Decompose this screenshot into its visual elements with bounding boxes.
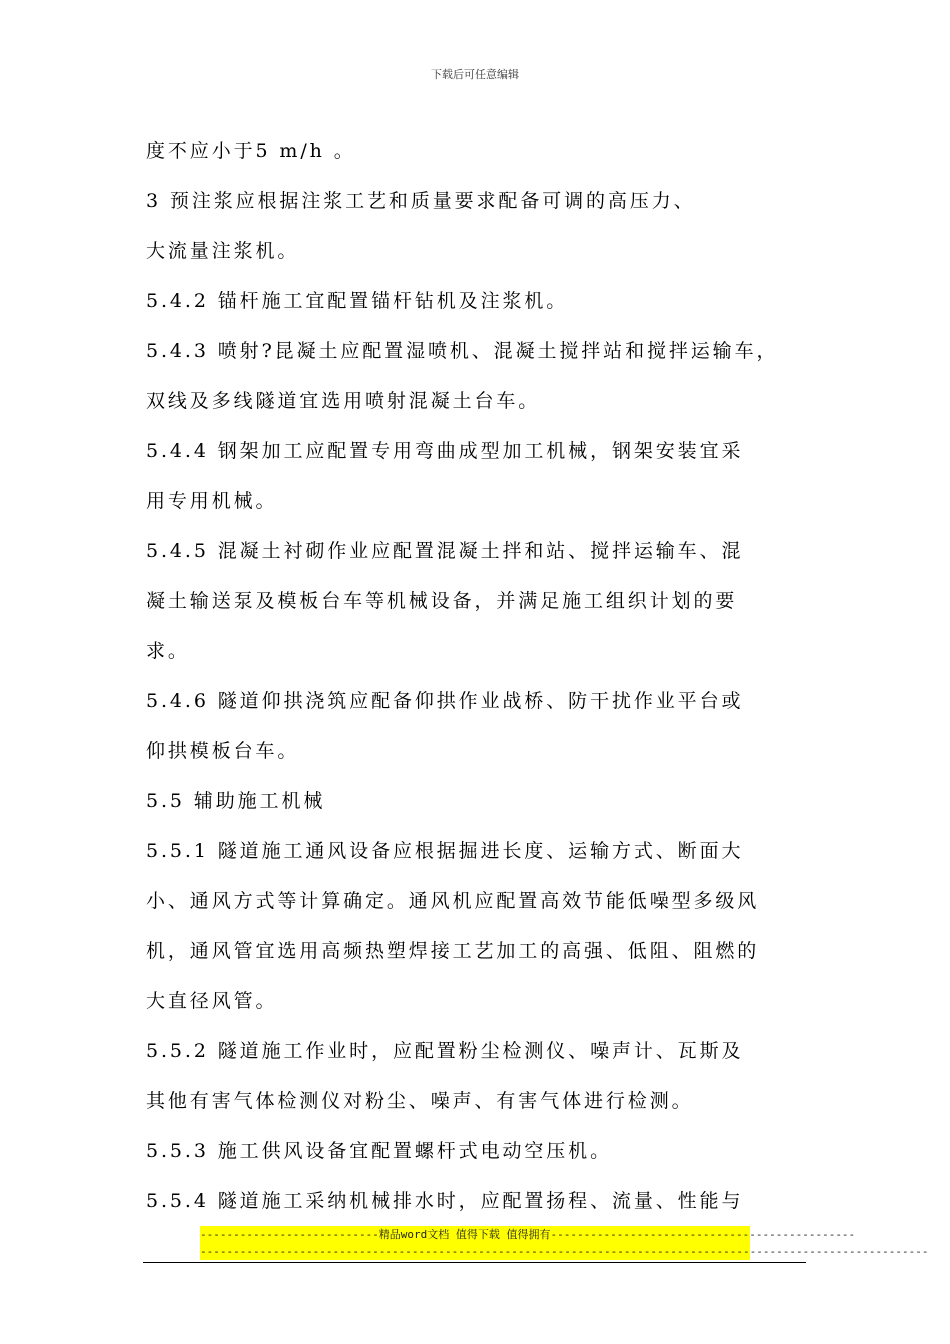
text-line: 大流量注浆机。 xyxy=(146,240,300,262)
text-line: 用专用机械。 xyxy=(146,490,278,512)
text-line: 5.4.2 锚杆施工宜配置锚杆钻机及注浆机。 xyxy=(146,290,569,312)
text-line: 小、通风方式等计算确定。通风机应配置高效节能低噪型多级风 xyxy=(146,890,760,912)
text-line: 求。 xyxy=(146,640,190,662)
text-line: 仰拱模板台车。 xyxy=(146,740,300,762)
text-line: 5.5.1 隧道施工通风设备应根据掘进长度、运输方式、断面大 xyxy=(146,840,744,862)
text-line: 大直径风管。 xyxy=(146,990,278,1012)
text-line: 其他有害气体检测仪对粉尘、噪声、有害气体进行检测。 xyxy=(146,1090,694,1112)
footer-banner-dashes: -------------------------------------------------------------------------------------------------------------- xyxy=(200,1245,929,1258)
text-line: 5.4.6 隧道仰拱浇筑应配备仰拱作业战桥、防干扰作业平台或 xyxy=(146,690,744,712)
text-line: 凝土输送泵及模板台车等机械设备，并满足施工组织计划的要 xyxy=(146,590,738,612)
footer-divider xyxy=(143,1262,806,1263)
footer-banner-text: ---------------------------精品word文档 值得下载 值得拥有---------------------------------------------- xyxy=(200,1228,856,1241)
text-line: 3 预注浆应根据注浆工艺和质量要求配备可调的高压力、 xyxy=(146,190,696,212)
document-body xyxy=(146,131,786,1231)
text-line: 机，通风管宜选用高频热塑焊接工艺加工的高强、低阻、阻燃的 xyxy=(146,940,760,962)
text-line: 5.4.5 混凝土衬砌作业应配置混凝土拌和站、搅拌运输车、混 xyxy=(146,540,744,562)
text-line: 5.4.4 钢架加工应配置专用弯曲成型加工机械，钢架安装宜采 xyxy=(146,440,744,462)
text-line: 5.4.3 喷射?昆凝土应配置湿喷机、混凝土搅拌站和搅拌运输车， xyxy=(146,340,779,362)
section-heading: 5.5 辅助施工机械 xyxy=(146,790,326,812)
text-line: 度不应小于5 m/h 。 xyxy=(146,140,356,162)
page-header: 下载后可任意编辑 xyxy=(431,68,519,81)
text-line: 5.5.2 隧道施工作业时，应配置粉尘检测仪、噪声计、瓦斯及 xyxy=(146,1040,744,1062)
text-line: 5.5.4 隧道施工采纳机械排水时，应配置扬程、流量、性能与 xyxy=(146,1190,744,1212)
text-line: 5.5.3 施工供风设备宜配置螺杆式电动空压机。 xyxy=(146,1140,612,1162)
footer-banner xyxy=(200,1226,929,1260)
text-line: 双线及多线隧道宜选用喷射混凝土台车。 xyxy=(146,390,541,412)
